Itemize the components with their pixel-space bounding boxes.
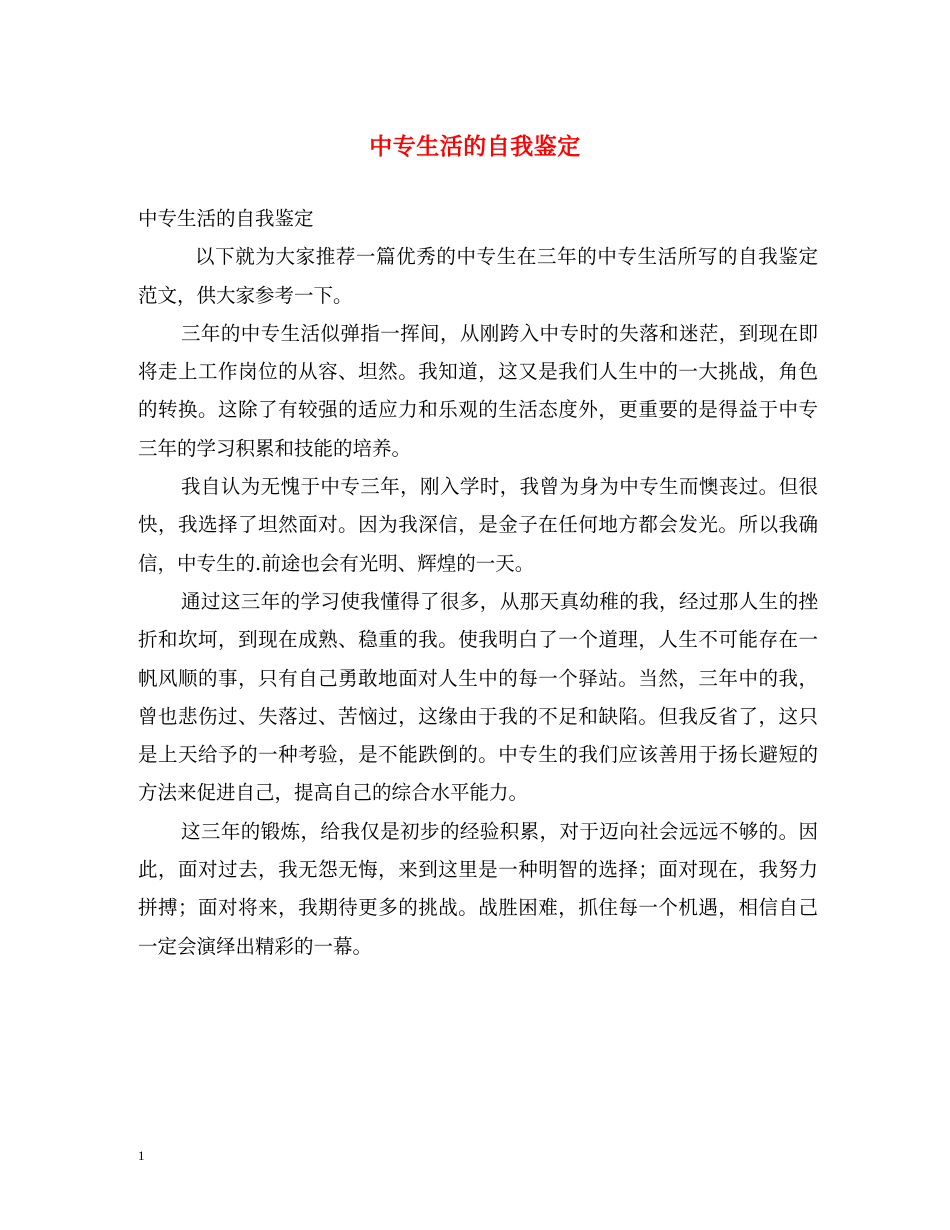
- body-paragraph-1: 三年的中专生活似弹指一挥间，从刚跨入中专时的失落和迷茫，到现在即将走上工作岗位的从容、坦然。我知道，这又是我们人生中的一大挑战，角色的转换。这除了有较强的适应力和乐观的生活态度外，更重要的是得益于中专三年的学习积累和技能的培养。: [138, 321, 818, 460]
- page-number: 1: [138, 1148, 145, 1163]
- body-paragraph-3: 通过这三年的学习使我懂得了很多，从那天真幼稚的我，经过那人生的挫折和坎坷，到现在成熟、稳重的我。使我明白了一个道理，人生不可能存在一帆风顺的事，只有自己勇敢地面对人生中的每一个驿站。当然，三年中的我，曾也悲伤过、失落过、苦恼过，这缘由于我的不足和缺陷。但我反省了，这只是上天给予的一种考验，是不能跌倒的。中专生的我们应该善用于扬长避短的方法来促进自己，提高自己的综合水平能力。: [138, 589, 818, 805]
- document-body: [138, 200, 818, 966]
- document-subtitle: 中专生活的自我鉴定: [138, 207, 314, 230]
- intro-paragraph: 以下就为大家推荐一篇优秀的中专生在三年的中专生活所写的自我鉴定范文，供大家参考一下。: [138, 245, 818, 307]
- document-title: 中专生活的自我鉴定: [369, 133, 581, 160]
- body-paragraph-4: 这三年的锻炼，给我仅是初步的经验积累，对于迈向社会远远不够的。因此，面对过去，我无怨无悔，来到这里是一种明智的选择；面对现在，我努力拼搏；面对将来，我期待更多的挑战。战胜困难，抓住每一个机遇，相信自己一定会演绎出精彩的一幕。: [138, 819, 818, 958]
- body-paragraph-2: 我自认为无愧于中专三年，刚入学时，我曾为身为中专生而懊丧过。但很快，我选择了坦然面对。因为我深信，是金子在任何地方都会发光。所以我确信，中专生的.前途也会有光明、辉煌的一天。: [138, 475, 818, 575]
